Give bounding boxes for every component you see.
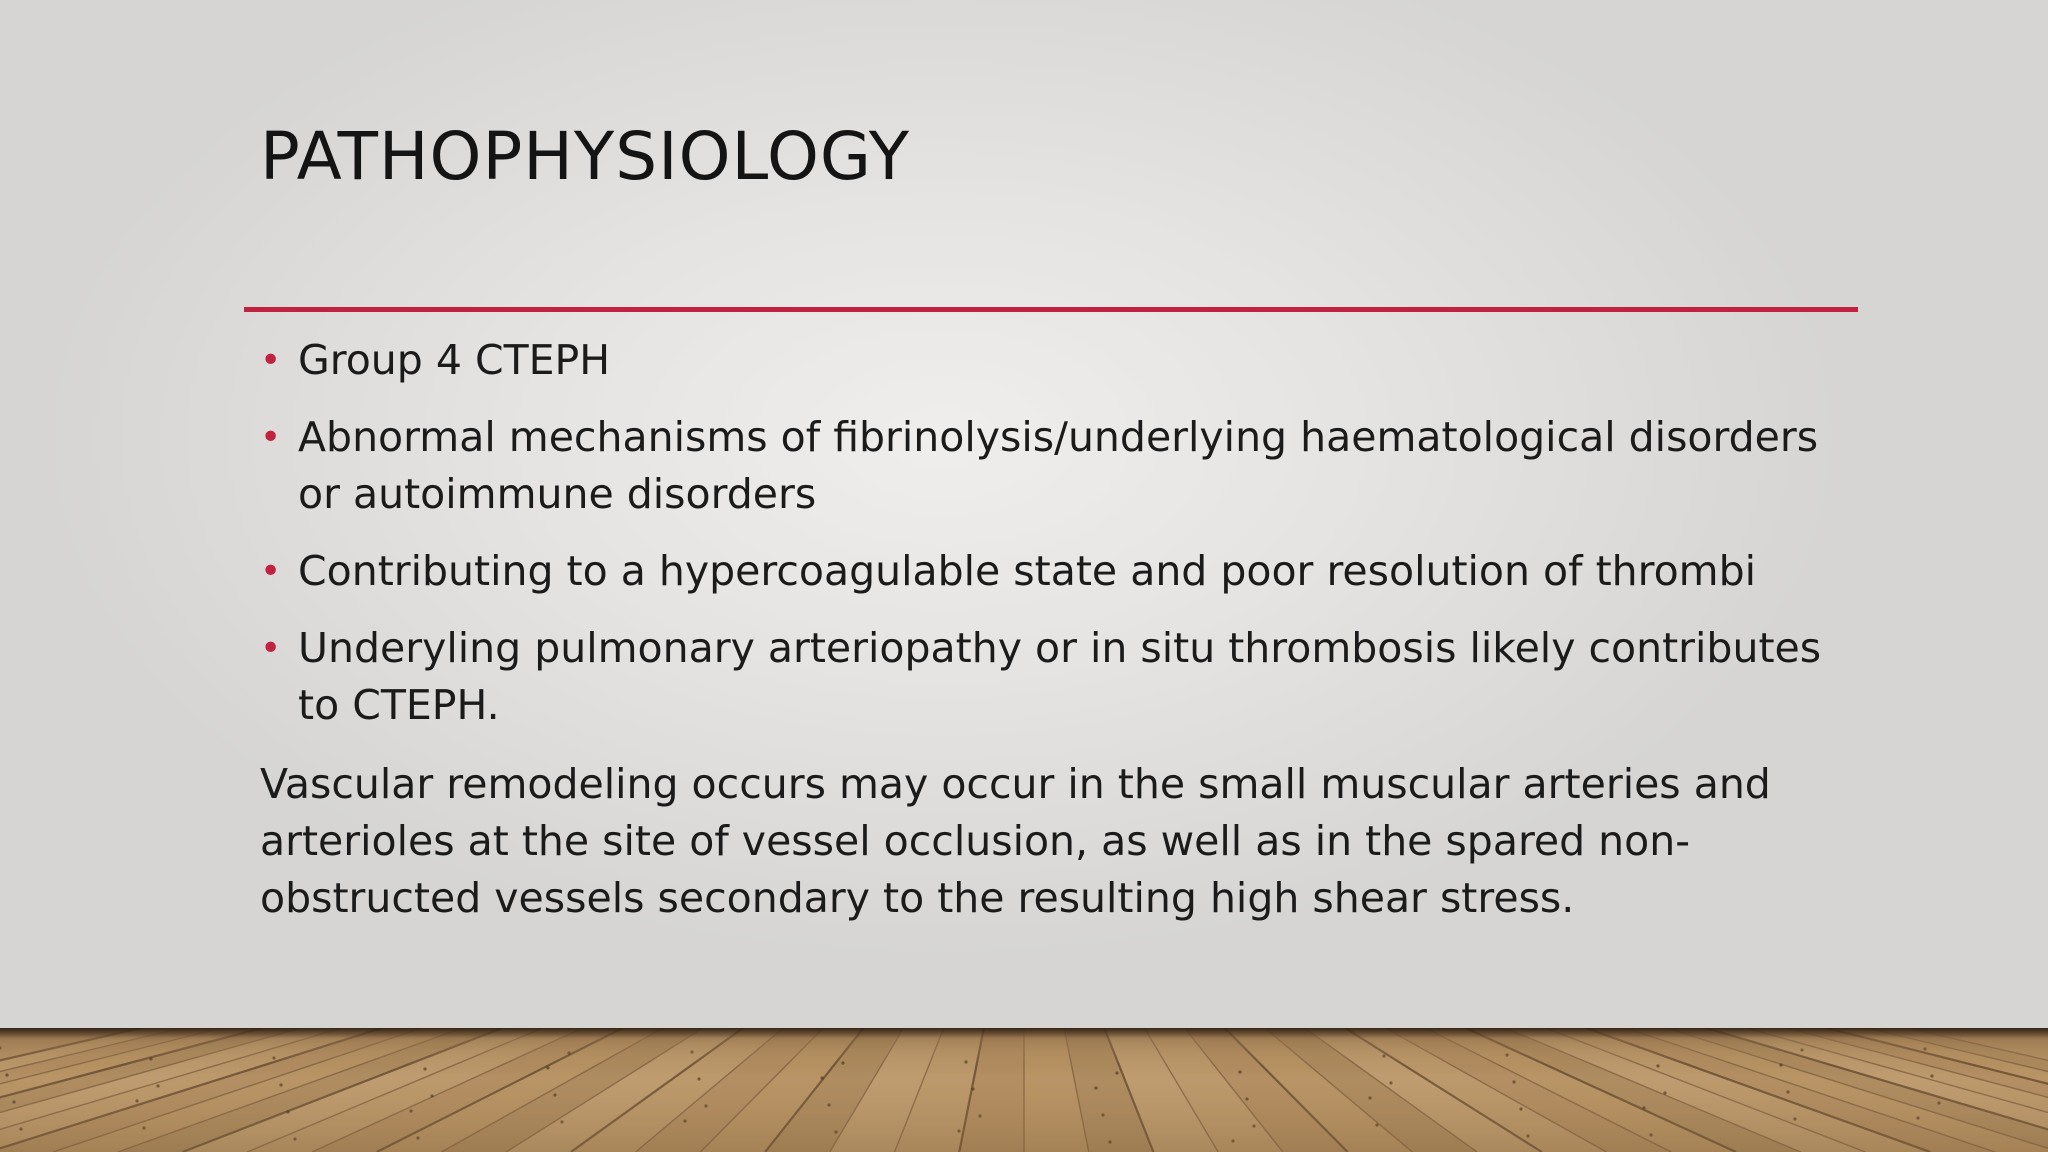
bullet-list — [260, 332, 1860, 734]
title-divider — [244, 307, 1858, 312]
bullet-icon: • — [260, 340, 282, 381]
bullet-icon: • — [260, 628, 282, 669]
wood-floor-image — [0, 1028, 2048, 1152]
bullet-text: Contributing to a hypercoagulable state and poor resolution of thrombi — [298, 547, 1757, 595]
bullet-item — [260, 543, 1860, 600]
wood-planks-graphic — [0, 1028, 2048, 1152]
slide-title: PATHOPHYSIOLOGY — [260, 118, 911, 195]
floor-edge-shadow — [0, 1028, 2048, 1038]
bullet-text: Group 4 CTEPH — [298, 336, 611, 384]
bullet-item — [260, 620, 1860, 734]
bullet-text: Abnormal mechanisms of fibrinolysis/underlying haematological disorders or autoimmune disorders — [298, 413, 1819, 518]
bullet-icon: • — [260, 551, 282, 592]
bullet-item — [260, 409, 1860, 523]
slide-body — [260, 332, 1860, 927]
body-paragraph: Vascular remodeling occurs may occur in the small muscular arteries and arterioles at the site of vessel occlusion, as well as in the spared non-obstructed vessels secondary to the resulting high shear stress. — [260, 760, 1771, 922]
bullet-icon: • — [260, 417, 282, 458]
bullet-item — [260, 332, 1860, 389]
bullet-text: Underyling pulmonary arteriopathy or in situ thrombosis likely contributes to CTEPH. — [298, 624, 1822, 729]
